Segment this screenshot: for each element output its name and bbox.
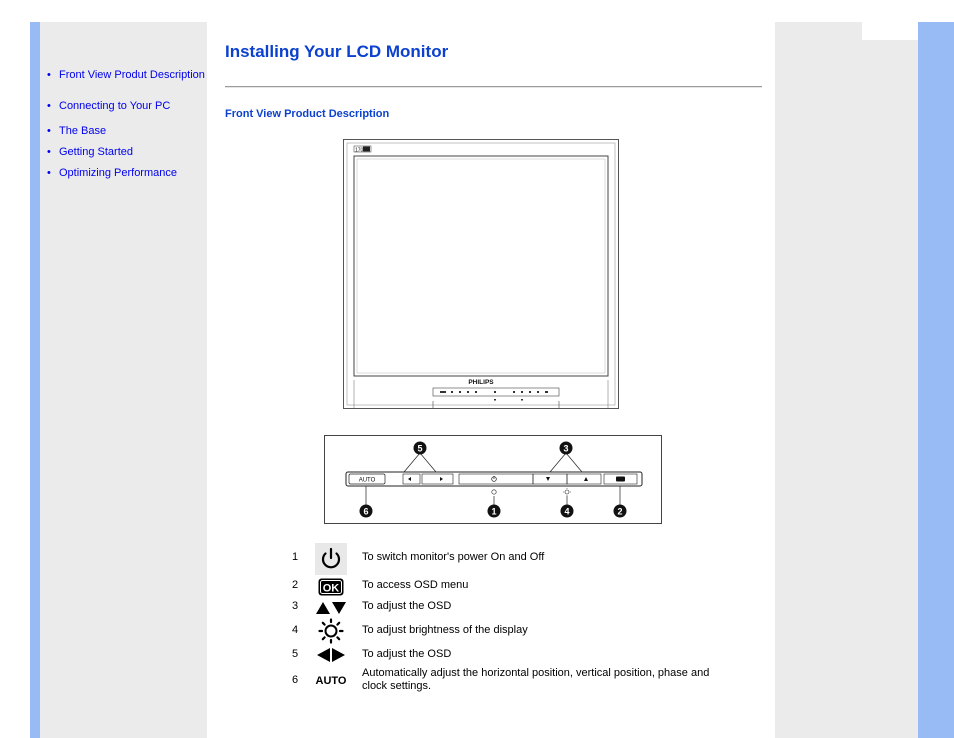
brightness-icon-svg [318, 618, 344, 644]
model-badge-fill [363, 147, 370, 152]
bullet-icon: • [47, 69, 51, 81]
page-title: Installing Your LCD Monitor [225, 42, 449, 61]
feature-description: Automatically adjust the horizontal position, vertical position, phase and clock settings. [362, 667, 710, 692]
up-down-arrows-svg [315, 600, 347, 616]
ok-icon-svg [318, 578, 344, 596]
feature-row [280, 542, 740, 576]
callout-1 [488, 505, 501, 518]
power-icon-svg [315, 543, 347, 575]
feature-number: 3 [292, 600, 299, 612]
brightness-icon [313, 618, 349, 644]
feature-number: 2 [292, 579, 299, 591]
right-grey-column [775, 22, 918, 738]
feature-description: To adjust brightness of the display [362, 624, 528, 636]
title-divider [225, 86, 762, 88]
feature-row [280, 598, 740, 618]
feature-description: To adjust the OSD [362, 648, 452, 660]
left-right-arrows-svg [316, 647, 346, 663]
feature-number: 4 [292, 624, 299, 636]
feature-row [280, 576, 740, 598]
up-down-arrows-icon [313, 598, 349, 618]
monitor-front-view-illustration [343, 139, 619, 409]
callout-1-label: 1 [491, 506, 497, 517]
control-panel-closeup [324, 435, 662, 524]
monitor-screen [354, 156, 608, 376]
left-right-arrows-icon [313, 644, 349, 666]
bullet-icon: • [47, 100, 51, 112]
callout-4 [561, 505, 574, 518]
feature-number: 6 [292, 674, 299, 686]
callout-5-label: 5 [417, 443, 423, 454]
nav-item-connecting[interactable] [47, 100, 170, 112]
callout-4-label: 4 [564, 506, 570, 517]
feature-row [280, 644, 740, 666]
nav-link-front-view[interactable]: Front View Produt Description [59, 69, 205, 81]
ok-icon [313, 576, 349, 598]
feature-row [280, 666, 740, 696]
auto-button-text: AUTO [358, 477, 376, 484]
callout-3 [560, 442, 573, 455]
callout-6 [360, 505, 373, 518]
nav-link-base[interactable]: The Base [59, 125, 107, 137]
model-badge-text: 170 [355, 147, 364, 154]
ok-symbol-icon [616, 477, 625, 482]
feature-row [280, 618, 740, 644]
callout-6-label: 6 [363, 506, 369, 517]
bullet-icon: • [47, 146, 51, 158]
bullet-icon: • [47, 125, 51, 137]
auto-icon-label: AUTO [315, 675, 347, 687]
nav-item-getting-started[interactable] [47, 146, 133, 158]
sidebar-nav [40, 22, 207, 738]
nav-link-optimizing[interactable]: Optimizing Performance [59, 167, 177, 179]
right-blue-bar [918, 22, 954, 738]
nav-item-base[interactable] [47, 125, 106, 137]
feature-number: 1 [292, 551, 299, 563]
feature-description: To access OSD menu [362, 579, 469, 591]
nav-item-optimizing[interactable] [47, 167, 177, 179]
brand-logo-text: PHILIPS [468, 379, 494, 386]
svg-text:OK: OK [322, 582, 340, 595]
bullet-icon: • [47, 167, 51, 179]
callout-2-label: 2 [617, 506, 623, 517]
feature-description: To switch monitor's power On and Off [362, 551, 545, 563]
right-top-gap [862, 22, 918, 40]
callout-5 [414, 442, 427, 455]
feature-number: 5 [292, 648, 299, 660]
feature-description: To adjust the OSD [362, 600, 452, 612]
auto-icon [313, 666, 349, 696]
nav-link-getting-started[interactable]: Getting Started [59, 146, 133, 158]
callout-2 [614, 505, 627, 518]
callout-3-label: 3 [563, 443, 569, 454]
nav-item-front-view[interactable] [47, 69, 205, 81]
section-subtitle: Front View Product Description [225, 108, 390, 120]
left-blue-bar [30, 22, 40, 738]
power-icon [313, 542, 349, 576]
nav-link-connecting[interactable]: Connecting to Your PC [59, 100, 171, 112]
